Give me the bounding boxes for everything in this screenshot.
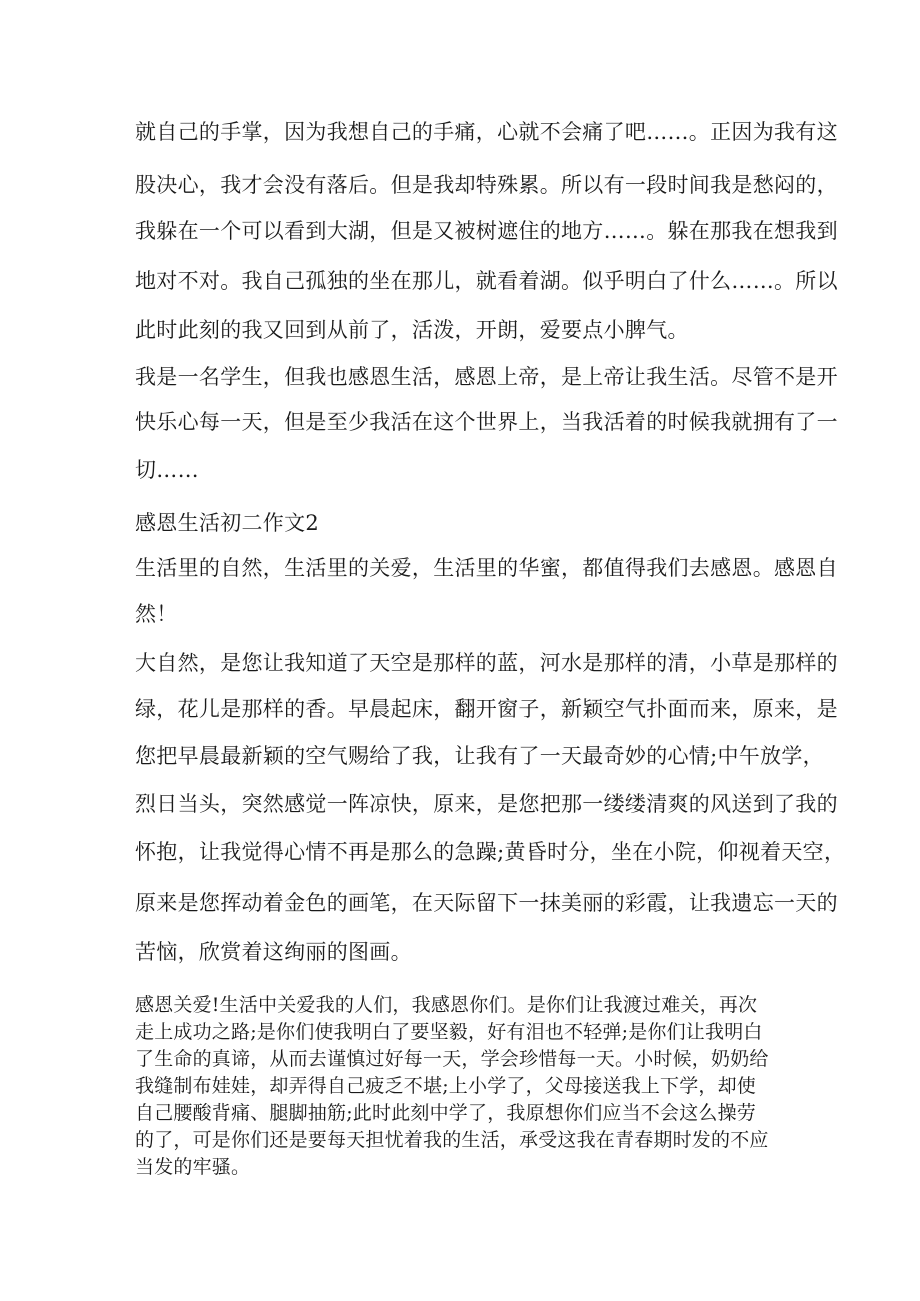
- text-line: 股决心，我才会没有落后。但是我却特殊累。所以有一段时间我是愁闷的，: [135, 173, 838, 197]
- text-line: 当发的牢骚。: [135, 1156, 251, 1178]
- text-line: 了生命的真谛，从而去谨慎过好每一天，学会珍惜每一天。小时候，奶奶给: [135, 1048, 769, 1070]
- text-line: 苦恼，欣赏着这绚丽的图画。: [135, 940, 412, 964]
- text-line: 我躲在一个可以看到大湖，但是又被树遮住的地方……。躲在那我在想我到: [135, 219, 838, 243]
- text-line: 大自然，是您让我知道了天空是那样的蓝，河水是那样的清，小草是那样的: [135, 651, 838, 675]
- text-line: 的了，可是你们还是要每天担忧着我的生活，承受这我在青春期时发的不应: [135, 1129, 769, 1151]
- text-line: 我是一名学生，但我也感恩生活，感恩上帝，是上帝让我生活。尽管不是开: [135, 365, 838, 389]
- text-line: 快乐心每一天，但是至少我活在这个世界上，当我活着的时候我就拥有了一: [135, 410, 838, 434]
- text-line: 我缝制布娃娃，却弄得自己疲乏不堪;上小学了，父母接送我上下学，却使: [135, 1075, 757, 1097]
- text-line: 感恩关爱!生活中关爱我的人们，我感恩你们。是你们让我渡过难关，再次: [135, 994, 758, 1016]
- text-line: 自己腰酸背痛、腿脚抽筋;此时此刻中学了，我原想你们应当不会这么操劳: [135, 1102, 757, 1124]
- text-line: 烈日当头，突然感觉一阵凉快，原来，是您把那一缕缕清爽的风送到了我的: [135, 792, 838, 816]
- text-line: 绿，花儿是那样的香。早晨起床，翻开窗子，新颖空气扑面而来，原来，是: [135, 697, 838, 721]
- section-heading: 感恩生活初二作文2: [135, 511, 320, 535]
- text-line: 此时此刻的我又回到从前了，活泼，开朗，爱要点小脾气。: [135, 318, 689, 342]
- text-line: 原来是您挥动着金色的画笔，在天际留下一抹美丽的彩霞，让我遗忘一天的: [135, 891, 838, 915]
- text-line: 怀抱，让我觉得心情不再是那么的急躁;黄昏时分，坐在小院，仰视着天空，: [135, 840, 846, 864]
- text-line: 然！: [135, 602, 178, 626]
- text-line: 地对不对。我自己孤独的坐在那儿，就看着湖。似乎明白了什么……。所以: [135, 269, 838, 293]
- text-line: 就自己的手掌，因为我想自己的手痛，心就不会痛了吧……。正因为我有这: [135, 120, 838, 144]
- text-line: 切……: [135, 458, 199, 482]
- text-line: 走上成功之路;是你们使我明白了要坚毅，好有泪也不轻弹;是你们让我明白: [135, 1021, 763, 1043]
- text-line: 您把早晨最新颖的空气赐给了我，让我有了一天最奇妙的心情;中午放学，: [135, 744, 824, 768]
- text-line: 生活里的自然，生活里的关爱，生活里的华蜜，都值得我们去感恩。感恩自: [135, 556, 838, 580]
